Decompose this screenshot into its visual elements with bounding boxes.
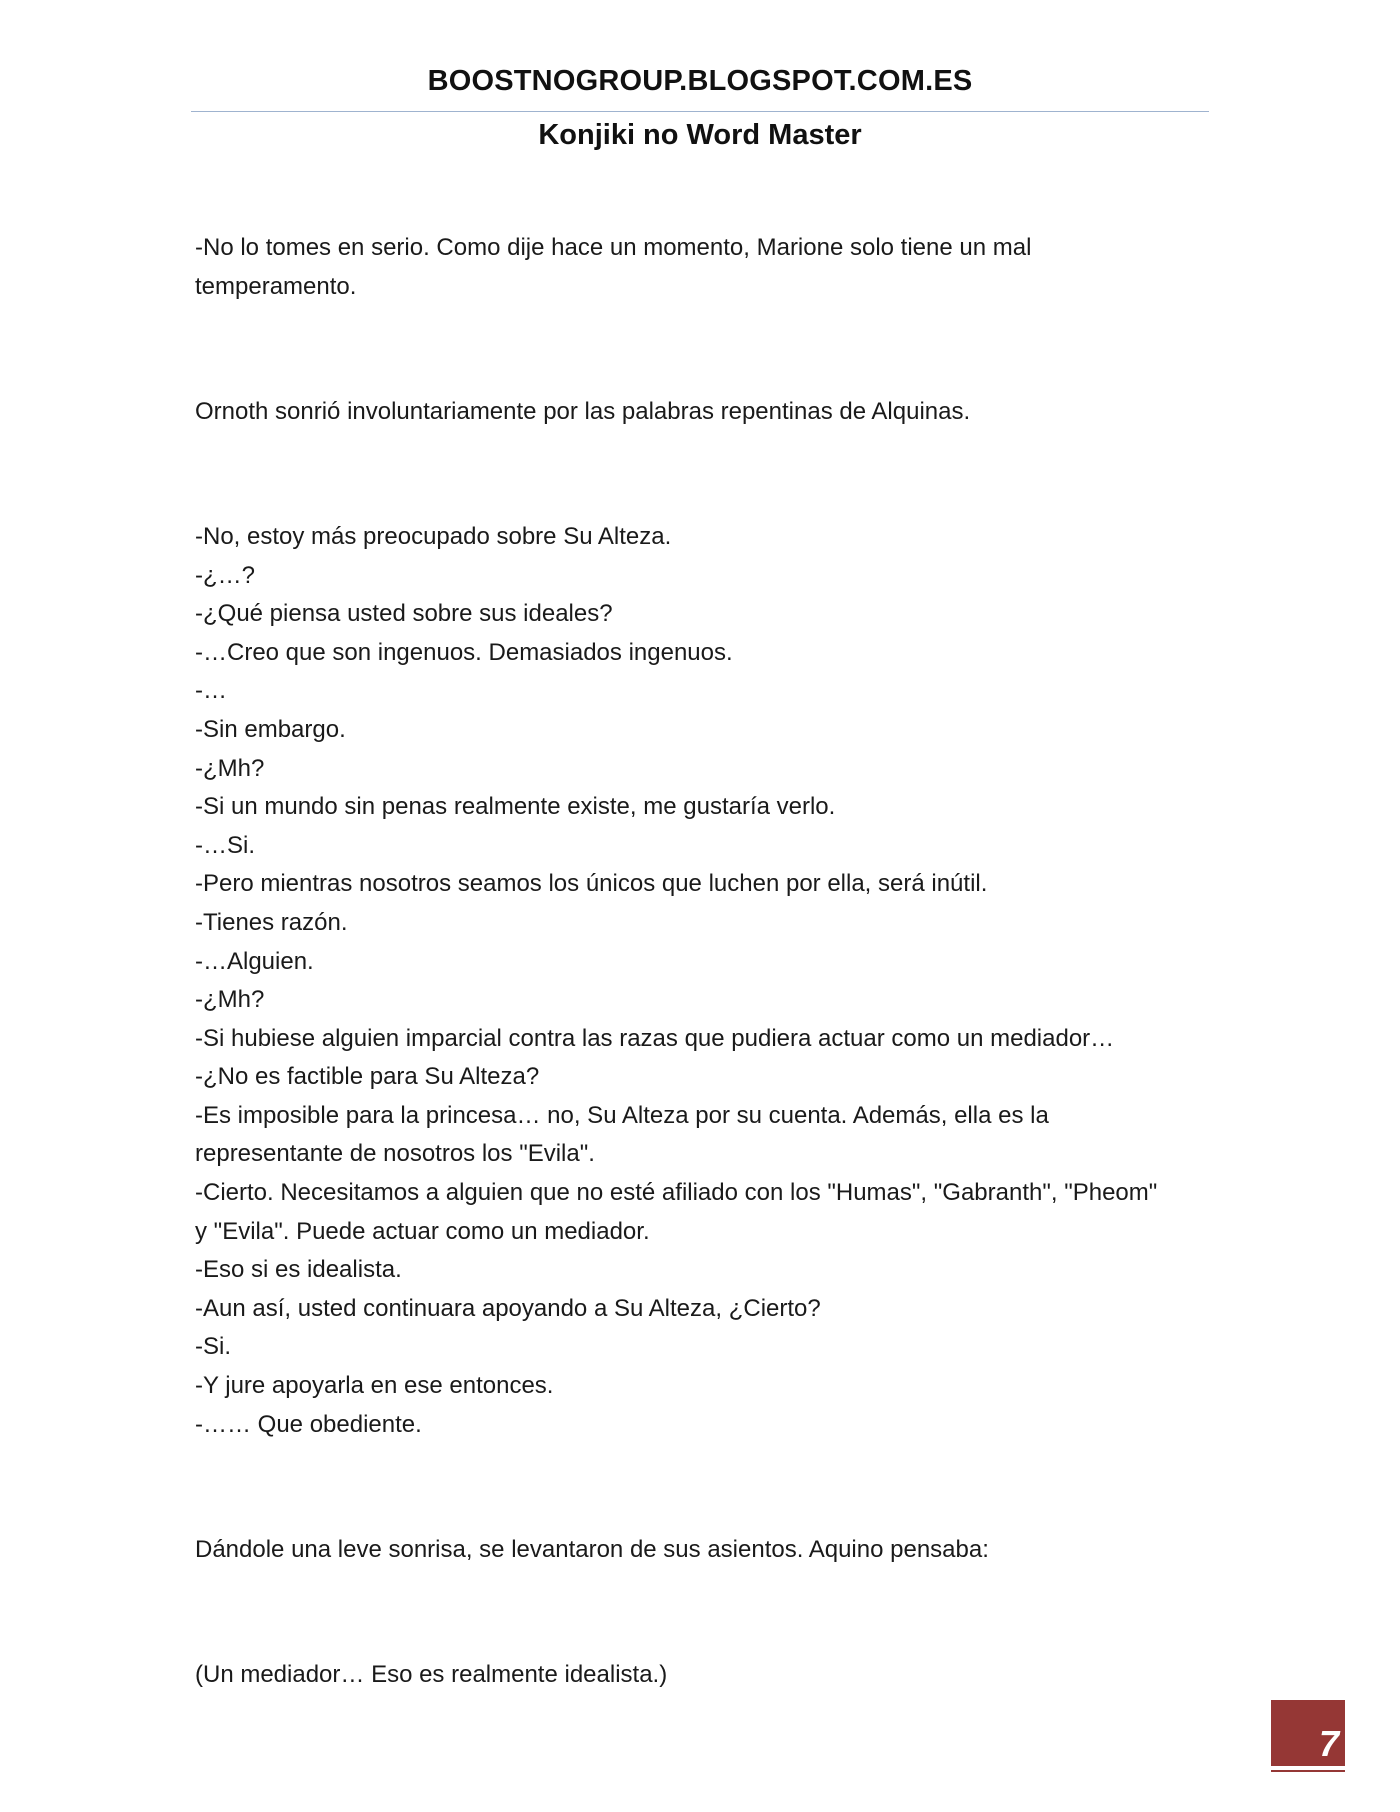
text-line: -¿Mh? [195,754,265,782]
blank-line [195,1468,1215,1507]
text-line: -Si. [195,1333,231,1361]
blank-line [195,1593,1215,1632]
text-line: -¿Qué piensa usted sobre sus ideales? [195,600,613,628]
text-line: -¿Mh? [195,986,265,1014]
text-line: -Sin embargo. [195,715,346,743]
text-line: -…Creo que son ingenuos. Demasiados ingenuos. [195,638,733,666]
page-number-underline [1271,1770,1345,1772]
header-divider [191,111,1209,112]
page-number: 7 [1318,1723,1339,1764]
site-title: BOOSTNOGROUP.BLOGSPOT.COM.ES [427,65,973,97]
page-number-badge [1271,1700,1345,1769]
text-line: -…Si. [195,831,255,859]
text-line: -Es imposible para la princesa… no, Su Alteza por su cuenta. Además, ella es la [195,1101,1049,1129]
text-line: -Y jure apoyarla en ese entonces. [195,1372,554,1400]
text-line: -Pero mientras nosotros seamos los únicos que luchen por ella, será inútil. [195,870,988,898]
text-line: -Tienes razón. [195,908,348,936]
page-header [0,62,1400,100]
text-line: representante de nosotros los "Evila". [195,1140,595,1168]
text-line: Ornoth sonrió involuntariamente por las palabras repentinas de Alquinas. [195,397,971,425]
text-line: -¿…? [195,561,255,589]
body-text [195,229,1215,1695]
blank-line [195,455,1215,494]
text-line: -…Alguien. [195,947,314,975]
text-line: Dándole una leve sonrisa, se levantaron de sus asientos. Aquino pensaba: [195,1535,989,1563]
text-line: -… [195,677,227,705]
text-line: -¿No es factible para Su Alteza? [195,1063,540,1091]
text-line: (Un mediador… Eso es realmente idealista.) [195,1661,668,1688]
text-line: -No lo tomes en serio. Como dije hace un momento, Marione solo tiene un mal [195,234,1032,261]
text-line: -No, estoy más preocupado sobre Su Alteza. [195,522,672,550]
blank-line [195,330,1215,369]
document-title: Konjiki no Word Master [538,119,862,151]
text-line: -Cierto. Necesitamos a alguien que no esté afiliado con los "Humas", "Gabranth", "Pheom" [195,1179,1158,1207]
text-line: -Eso si es idealista. [195,1256,402,1284]
text-line: y "Evila". Puede actuar como un mediador. [195,1217,650,1245]
text-line: temperamento. [195,272,357,300]
text-line: -Si un mundo sin penas realmente existe, me gustaría verlo. [195,793,836,821]
text-line: -Si hubiese alguien imparcial contra las razas que pudiera actuar como un mediador… [195,1024,1115,1052]
text-line: -…… Que obediente. [195,1410,422,1438]
text-line: -Aun así, usted continuara apoyando a Su Alteza, ¿Cierto? [195,1294,821,1322]
